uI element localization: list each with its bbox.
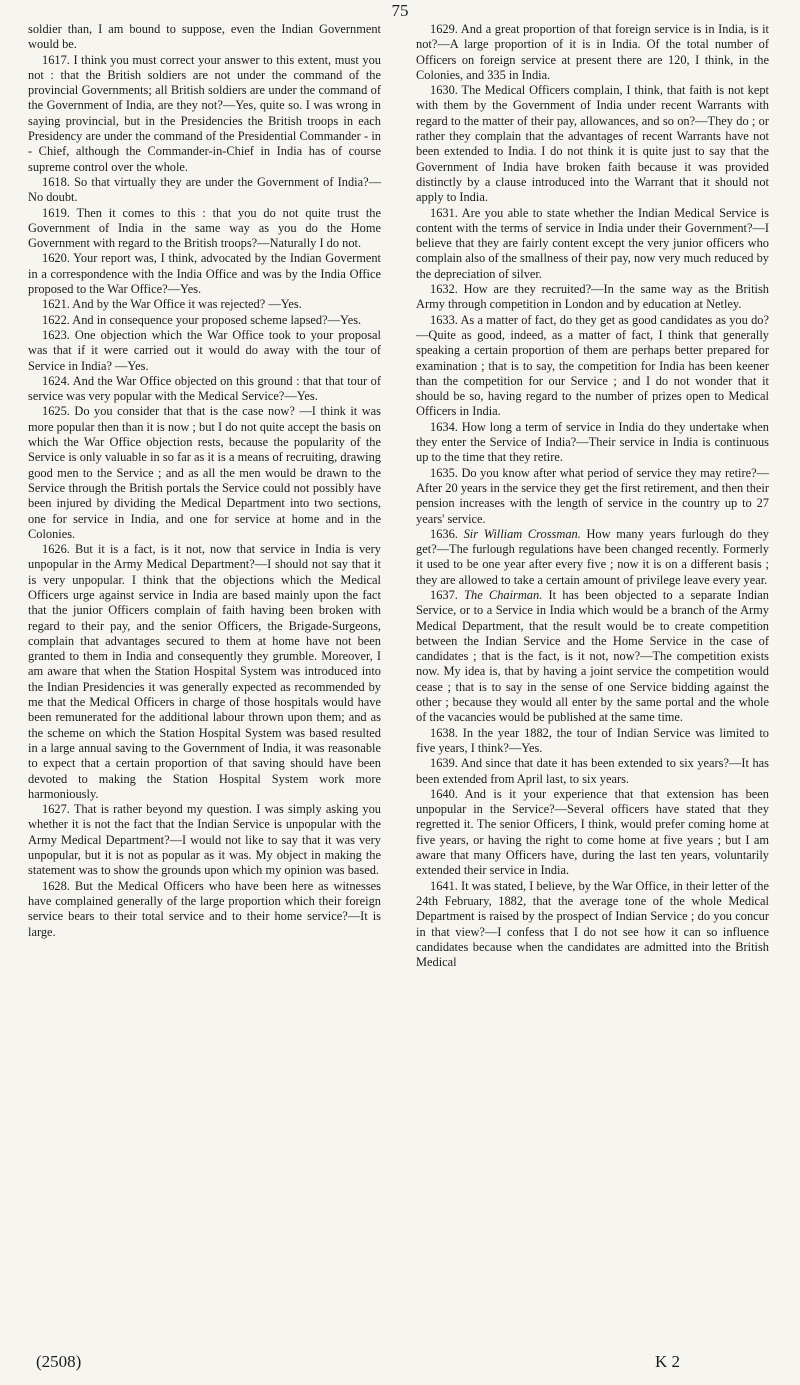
paragraph: 1620. Your report was, I think, advocated by the Indian Goverment in a correspondence with the India Office and was by the India Office proposed to the War Office?—Yes. [28, 251, 381, 297]
paragraph: 1619. Then it comes to this : that you do not quite trust the Government of India in the same way as you do the Home Government with regard to the British troops?—Naturally I do not. [28, 205, 381, 251]
page-number: 75 [391, 1, 409, 20]
paragraph: 1618. So that virtually they are under the Government of India?—No doubt. [28, 174, 381, 205]
paragraph: 1623. One objection which the War Office took to your proposal was that if it were carried out it would do away with the tour of Service in India? —Yes. [28, 327, 381, 373]
footer-reference: (2508) [36, 1352, 82, 1371]
paragraph: 1617. I think you must correct your answer to this extent, must you not : that the British soldiers are not under the command of the provincial Governments; all British soldiers are under the command of the Government of India, are they not?—Yes, quite so. I was wrong in saying provincial, but in the Presidencies the British troops in each Presidency are under the command of the Presidential Commander - in - Chief, although the Commander-in-Chief in India has of course supreme control over the whole. [28, 52, 381, 174]
question-number: 1636. [430, 526, 458, 541]
paragraph: 1631. Are you able to state whether the Indian Medical Service is content with the terms of service in India under their Government?—I believe that they are fairly content except the very junior officers who complain also of the smallness of their pay, now very much reduced by the depreciation of silver. [416, 205, 769, 281]
signature-mark: K 2 [655, 1352, 681, 1371]
left-column [28, 22, 381, 940]
paragraph: 1632. How are they recruited?—In the same way as the British Army through competition in London and by education at Netley. [416, 282, 769, 312]
paragraph: soldier than, I am bound to suppose, even the Indian Government would be. [28, 22, 381, 52]
paragraph: 1621. And by the War Office it was rejected? —Yes. [42, 297, 302, 312]
paragraph-1636 [416, 527, 769, 588]
paragraph: 1633. As a matter of fact, do they get as good candidates as you do?—Quite as good, indeed, as a matter of fact, I think that generally speaking a certain proportion of them are perhaps better prepared for examination ; that is to say, the competition for India has been keener than the competition for our Service ; and I do not wonder that it should be so, having regard to the number of prizes open to Medical Officers in India. [416, 312, 769, 419]
paragraph-1637 [416, 588, 769, 726]
paragraph: 1625. Do you consider that that is the case now? —I think it was more popular then than it is now ; but I do not quite accept the basis on which the War Office objection rests, because the popularity of the Service is only valuable in so far as it is a means of recruiting, drawing good men to the Service ; and as all the men would be drawn to the Service through the British portals the Service could not possibly have been injured by dividing the Medical Department into two sections, one for service in India, and one for service at home and in the Colonies. [28, 404, 381, 541]
speaker-name: The Chairman. [464, 587, 543, 602]
paragraph: 1629. And a great proportion of that foreign service is in India, is it not?—A large proportion of it is in India. Of the total number of Officers on foreign service at present there are 120, I think, in the Colonies, and 335 in India. [416, 22, 769, 82]
paragraph: 1634. How long a term of service in India do they undertake when they enter the Service of India?—Their service in India is continuous up to the time that they retire. [416, 419, 769, 465]
paragraph: 1635. Do you know after what period of service they may retire?—After 20 years in the service they get the first retirement, and then their pension increases with the length of service in the country up to 27 years' service. [416, 465, 769, 526]
question-number: 1637. [430, 587, 458, 602]
right-column [416, 22, 769, 970]
paragraph: 1624. And the War Office objected on this ground : that that tour of service was very popular with the Medical Service?—Yes. [28, 373, 381, 404]
paragraph: 1630. The Medical Officers complain, I think, that faith is not kept with them by the Government of India under recent Warrants with regard to the matter of their pay, allowances, and so on?—They do ; or rather they complain that the advantages of recent Warrants have not been extended to India. I do not think it is quite just to say that the Government of India have broken faith because it was provided distinctly by a clause introduced into the Warrant that it should not apply to India. [416, 83, 769, 205]
paragraph: 1622. And in consequence your proposed scheme lapsed?—Yes. [42, 312, 362, 327]
question-text: It has been objected to a separate Indian Service, or to a Service in India which would be a branch of the Army Medical Department, that the result would be to create competition between the Indian Service and the Home Service in the case of candidates ; that is the fact, is it not, now?—The competition exists now. My idea is, that by having a joint service the competition would cease ; that is to say in the sense of one Service bidding against the other ; because they would all enter by the same portal and the whole of the vacancies would be published at the same time. [416, 587, 769, 725]
paragraph: 1626. But it is a fact, is it not, now that service in India is very unpopular in the Army Medical Department?—I should not say that it is very unpopular. I think that the objections which the Medical Officers urge against service in India are based mainly upon the fact that the junior Officers complain of faith having been broken with regard to their pay, and the senior Officers, the Brigade-Surgeons, complain that advantages secured to them at home have not been granted to them in India and consequently they grumble. Moreover, I am aware that when the Station Hospital System was introduced into the Indian Presidencies it was generally expected as recommended by me that the Medical Officers in charge of those hospitals would have been remunerated for the additional labour thrown upon them; and as the scheme on which the Station Hospital System was based resulted in a large annual saving to the Government of India, it was reasonable to expect that a certain proportion of that saving should have been devoted to making the Station Hospital System work more harmoniously. [28, 542, 381, 801]
paragraph: 1628. But the Medical Officers who have been here as witnesses have complained generally of the large proportion which their foreign service bears to their total service and to their home service?—It is large. [28, 878, 381, 939]
question-text: How many years furlough do they get?—The furlough regulations have been changed recently. Formerly it used to be one year after every five ; now it is on a different basis ; they are allowed to take a certain amount of privilege leave every year. [416, 526, 769, 587]
paragraph: 1638. In the year 1882, the tour of Indian Service was limited to five years, I think?—Yes. [416, 725, 769, 755]
paragraph: 1639. And since that date it has been extended to six years?—It has been extended from April last, to six years. [416, 756, 769, 786]
paragraph: 1640. And is it your experience that that extension has been unpopular in the Service?—Several officers have stated that they regretted it. The senior Officers, I think, would prefer coming home at five years, or having the right to come home at five years ; but I am aware that many Officers have, during the last ten years, voluntarily extended their service in India. [416, 786, 769, 878]
speaker-name: Sir William Crossman. [463, 526, 581, 541]
paragraph: 1627. That is rather beyond my question. I was simply asking you whether it is not the fact that the Indian Service is unpopular with the Army Medical Department?—I would not like to say that it was very unpopular, but it is not as popular as it was. My object in making the statement was to show the grounds upon which my opinion was based. [28, 802, 381, 878]
paragraph: 1641. It was stated, I believe, by the War Office, in their letter of the 24th February, 1882, that the average tone of the whole Medical Department is raised by the prospect of Indian Service ; do you concur in that view?—I confess that I do not see how it can so influence candidates because when the candidates are admitted into the British Medical [416, 878, 769, 970]
